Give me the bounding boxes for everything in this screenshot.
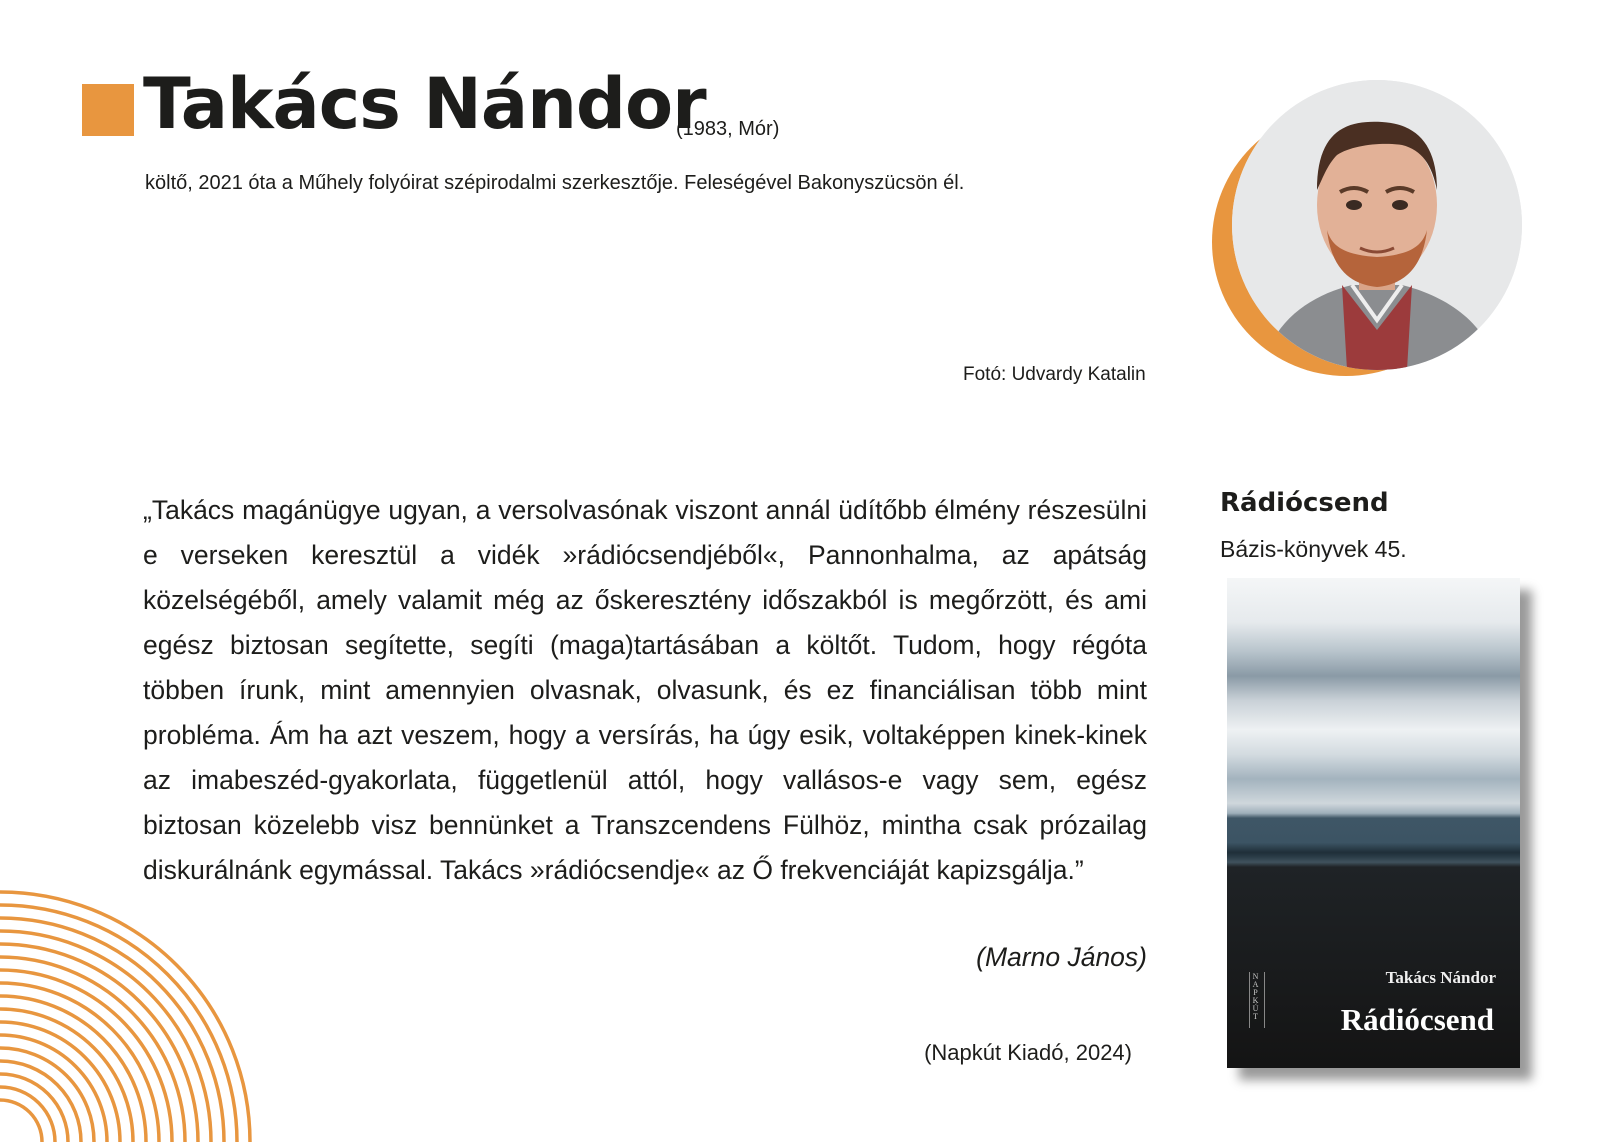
photo-credit: Fotó: Udvardy Katalin [963, 364, 1146, 385]
quote-signature: (Marno János) [976, 942, 1147, 972]
publisher-logo-text: NAPKÚT [1251, 972, 1260, 1020]
author-intro: költő, 2021 óta a Műhely folyóirat szépirodalmi szerkesztője. Feleségével Bakonyszücsön él. [145, 172, 965, 194]
publisher: (Napkút Kiadó, 2024) [924, 1040, 1132, 1065]
book-title: Rádiócsend [1220, 488, 1389, 518]
author-photo-frame [1212, 80, 1524, 380]
author-birth: (1983, Mór) [676, 118, 780, 140]
decorative-arcs [0, 880, 260, 1142]
author-photo [1232, 80, 1522, 370]
orange-accent-square [82, 84, 134, 136]
book-cover-author: Takács Nándor [1385, 968, 1496, 987]
publisher-logo [1249, 972, 1265, 1028]
book-series: Bázis-könyvek 45. [1220, 536, 1407, 562]
book-cover [1227, 578, 1520, 1068]
book-cover-title: Rádiócsend [1340, 1002, 1494, 1037]
quote-text: „Takács magánügye ugyan, a versolvasónak viszont annál üdítőbb élmény részesülni e verseken keresztül a vidék »rádiócsendjéből«, Pannonhalma, az apátság közelségéből, amely valamit még az őskeresztény időszakból is megőrzött, és ami egész biztosan segítette, segíti (maga)tartásában a költőt. Tudom, hogy régóta többen írunk, mint amennyien olvasnak, olvasunk, és ez financiálisan több mint probléma. Ám ha azt veszem, hogy a versírás, ha úgy esik, voltaképpen kinek-kinek az imabeszéd-gyakorlata, függetlenül attól, hogy vallásos-e vagy sem, egész biztosan közelebb visz bennünket a Transzcendens Fülhöz, mintha csak prózailag diskurálnánk egymással. Takács »rádiócsendje« az Ő frekvenciáját kapizsgálja.” [143, 495, 1147, 885]
author-name: Takács Nándor [143, 63, 706, 145]
